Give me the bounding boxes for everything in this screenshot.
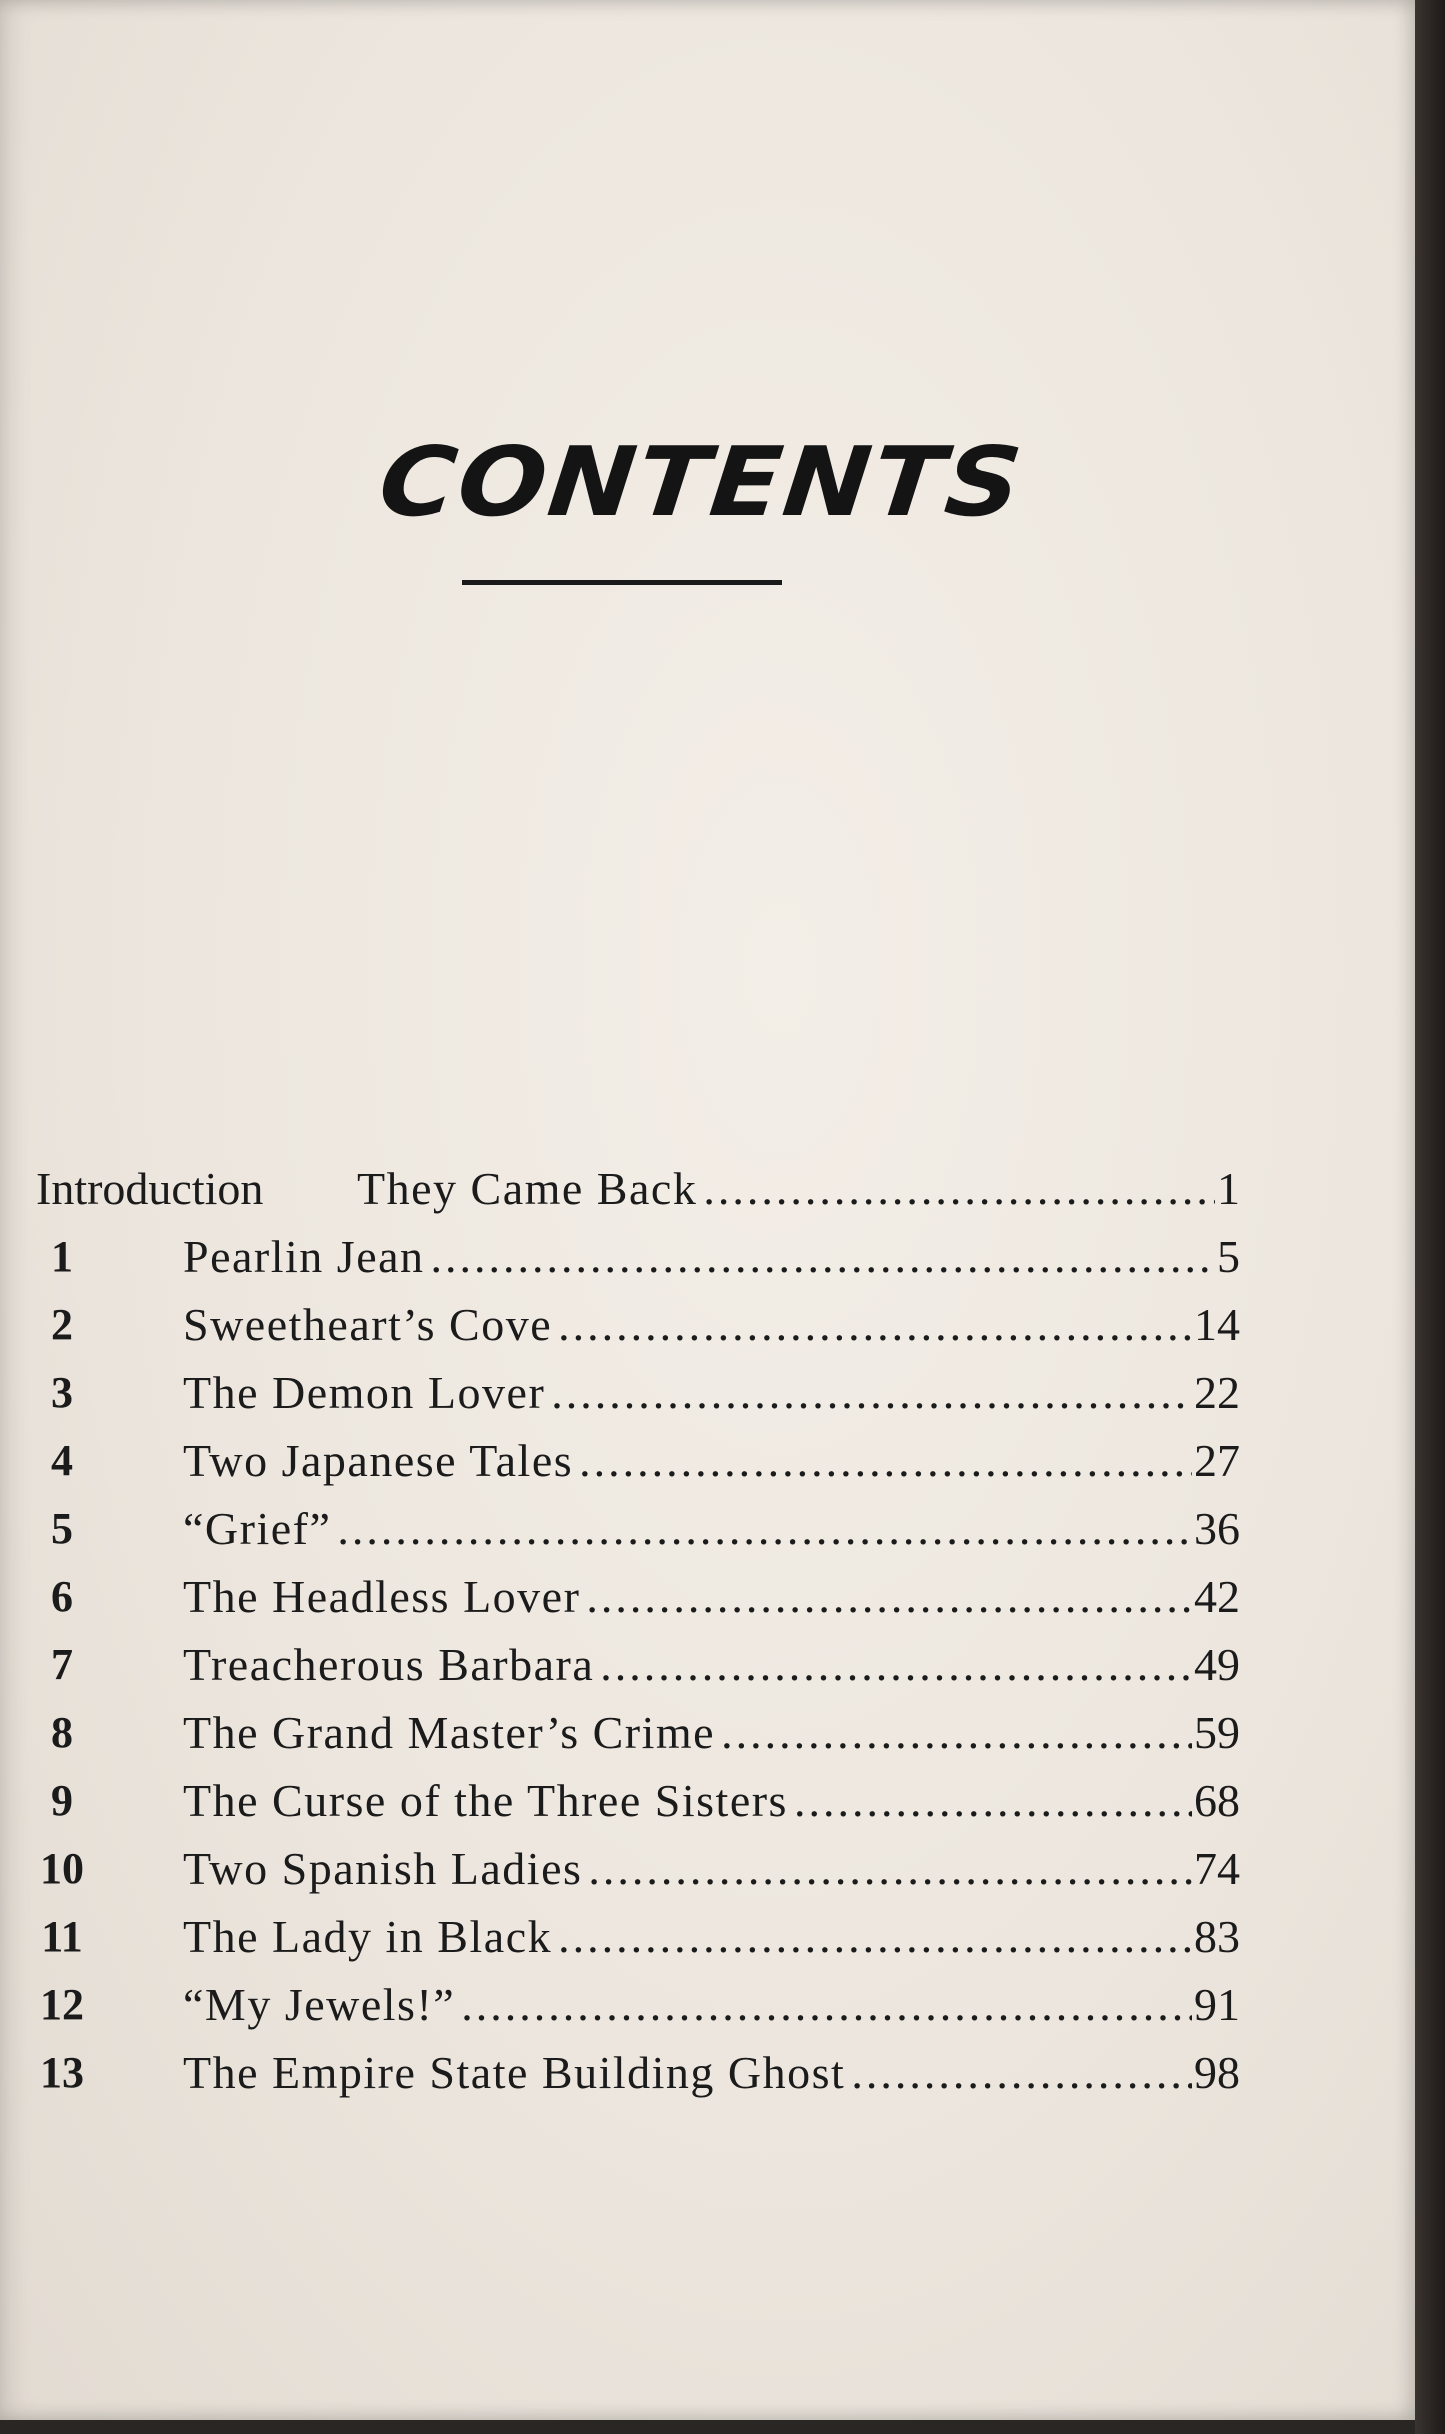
chapter-number: 7 (51, 1640, 73, 1689)
toc-row (0, 1835, 1240, 1903)
chapter-number: 10 (40, 1844, 84, 1893)
heading-underline (462, 580, 782, 585)
page-number: 42 (1194, 1571, 1240, 1622)
page-number: 83 (1194, 1911, 1240, 1962)
entry-title: Two Japanese Tales (183, 1435, 574, 1486)
toc-entry (183, 1767, 1240, 1835)
toc-entry (183, 1903, 1240, 1971)
chapter-number: 11 (41, 1912, 83, 1961)
toc-row (0, 1699, 1240, 1767)
page-number: 91 (1194, 1979, 1240, 2030)
chapter-number: 13 (40, 2048, 84, 2097)
entry-title: The Grand Master’s Crime (183, 1707, 716, 1758)
page-number: 49 (1194, 1639, 1240, 1690)
toc-entry (183, 1699, 1240, 1767)
toc-row (0, 1359, 1240, 1427)
dot-leader (586, 1563, 1192, 1631)
dot-leader (558, 1903, 1192, 1971)
toc-entry (183, 1563, 1240, 1631)
chapter-number: 5 (51, 1504, 73, 1553)
toc-entry (183, 1631, 1240, 1699)
entry-title: “Grief” (183, 1503, 332, 1554)
chapter-number: 8 (51, 1708, 73, 1757)
entry-title: The Demon Lover (183, 1367, 546, 1418)
toc-row (0, 2039, 1240, 2107)
entry-title: Treacherous Barbara (183, 1639, 595, 1690)
toc-entry (183, 1495, 1240, 1563)
chapter-number: 6 (51, 1572, 73, 1621)
table-of-contents (0, 1155, 1240, 2107)
page-number: 14 (1194, 1299, 1240, 1350)
chapter-number: 12 (40, 1980, 84, 2029)
page-number: 5 (1217, 1231, 1240, 1282)
chapter-number: 1 (51, 1232, 73, 1281)
entry-title: They Came Back (357, 1163, 698, 1214)
toc-entry (183, 1291, 1240, 1359)
toc-row (0, 1427, 1240, 1495)
toc-row-introduction (0, 1155, 1240, 1223)
entry-title: The Lady in Black (183, 1911, 553, 1962)
page-number: 22 (1194, 1367, 1240, 1418)
dot-leader (794, 1767, 1192, 1835)
page-number: 36 (1194, 1503, 1240, 1554)
toc-entry (183, 1223, 1240, 1291)
contents-heading: CONTENTS (374, 425, 1029, 539)
page-number: 1 (1217, 1163, 1240, 1214)
toc-entry (183, 1835, 1240, 1903)
introduction-label: Introduction (36, 1163, 264, 1214)
chapter-number: 4 (51, 1436, 73, 1485)
chapter-number: 2 (51, 1300, 73, 1349)
chapter-number: 9 (51, 1776, 73, 1825)
page-number: 74 (1194, 1843, 1240, 1894)
toc-row (0, 1631, 1240, 1699)
entry-title: The Empire State Building Ghost (183, 2047, 846, 2098)
toc-entry (183, 1971, 1240, 2039)
toc-entry (183, 2039, 1240, 2107)
dot-leader (703, 1155, 1215, 1223)
toc-entry (183, 1359, 1240, 1427)
toc-row (0, 1291, 1240, 1359)
toc-row (0, 1903, 1240, 1971)
entry-title: Two Spanish Ladies (183, 1843, 583, 1894)
entry-title: Sweetheart’s Cove (183, 1299, 553, 1350)
dot-leader (721, 1699, 1192, 1767)
page-number: 98 (1194, 2047, 1240, 2098)
toc-row (0, 1971, 1240, 2039)
page-edge-shadow (1415, 0, 1445, 2434)
dot-leader (588, 1835, 1192, 1903)
dot-leader (431, 1223, 1215, 1291)
dot-leader (337, 1495, 1192, 1563)
toc-row (0, 1223, 1240, 1291)
toc-entry (183, 1427, 1240, 1495)
toc-row (0, 1767, 1240, 1835)
dot-leader (558, 1291, 1192, 1359)
dot-leader (551, 1359, 1192, 1427)
toc-row (0, 1495, 1240, 1563)
toc-row (0, 1563, 1240, 1631)
entry-title: Pearlin Jean (183, 1231, 425, 1282)
page-number: 59 (1194, 1707, 1240, 1758)
dot-leader (600, 1631, 1192, 1699)
dot-leader (851, 2039, 1192, 2107)
dot-leader (579, 1427, 1192, 1495)
page-number: 68 (1194, 1775, 1240, 1826)
chapter-number: 3 (51, 1368, 73, 1417)
entry-title: “My Jewels!” (183, 1979, 456, 2030)
entry-title: The Curse of the Three Sisters (183, 1775, 788, 1826)
entry-title: The Headless Lover (183, 1571, 581, 1622)
toc-entry (357, 1155, 1240, 1223)
page-number: 27 (1194, 1435, 1240, 1486)
dot-leader (461, 1971, 1192, 2039)
